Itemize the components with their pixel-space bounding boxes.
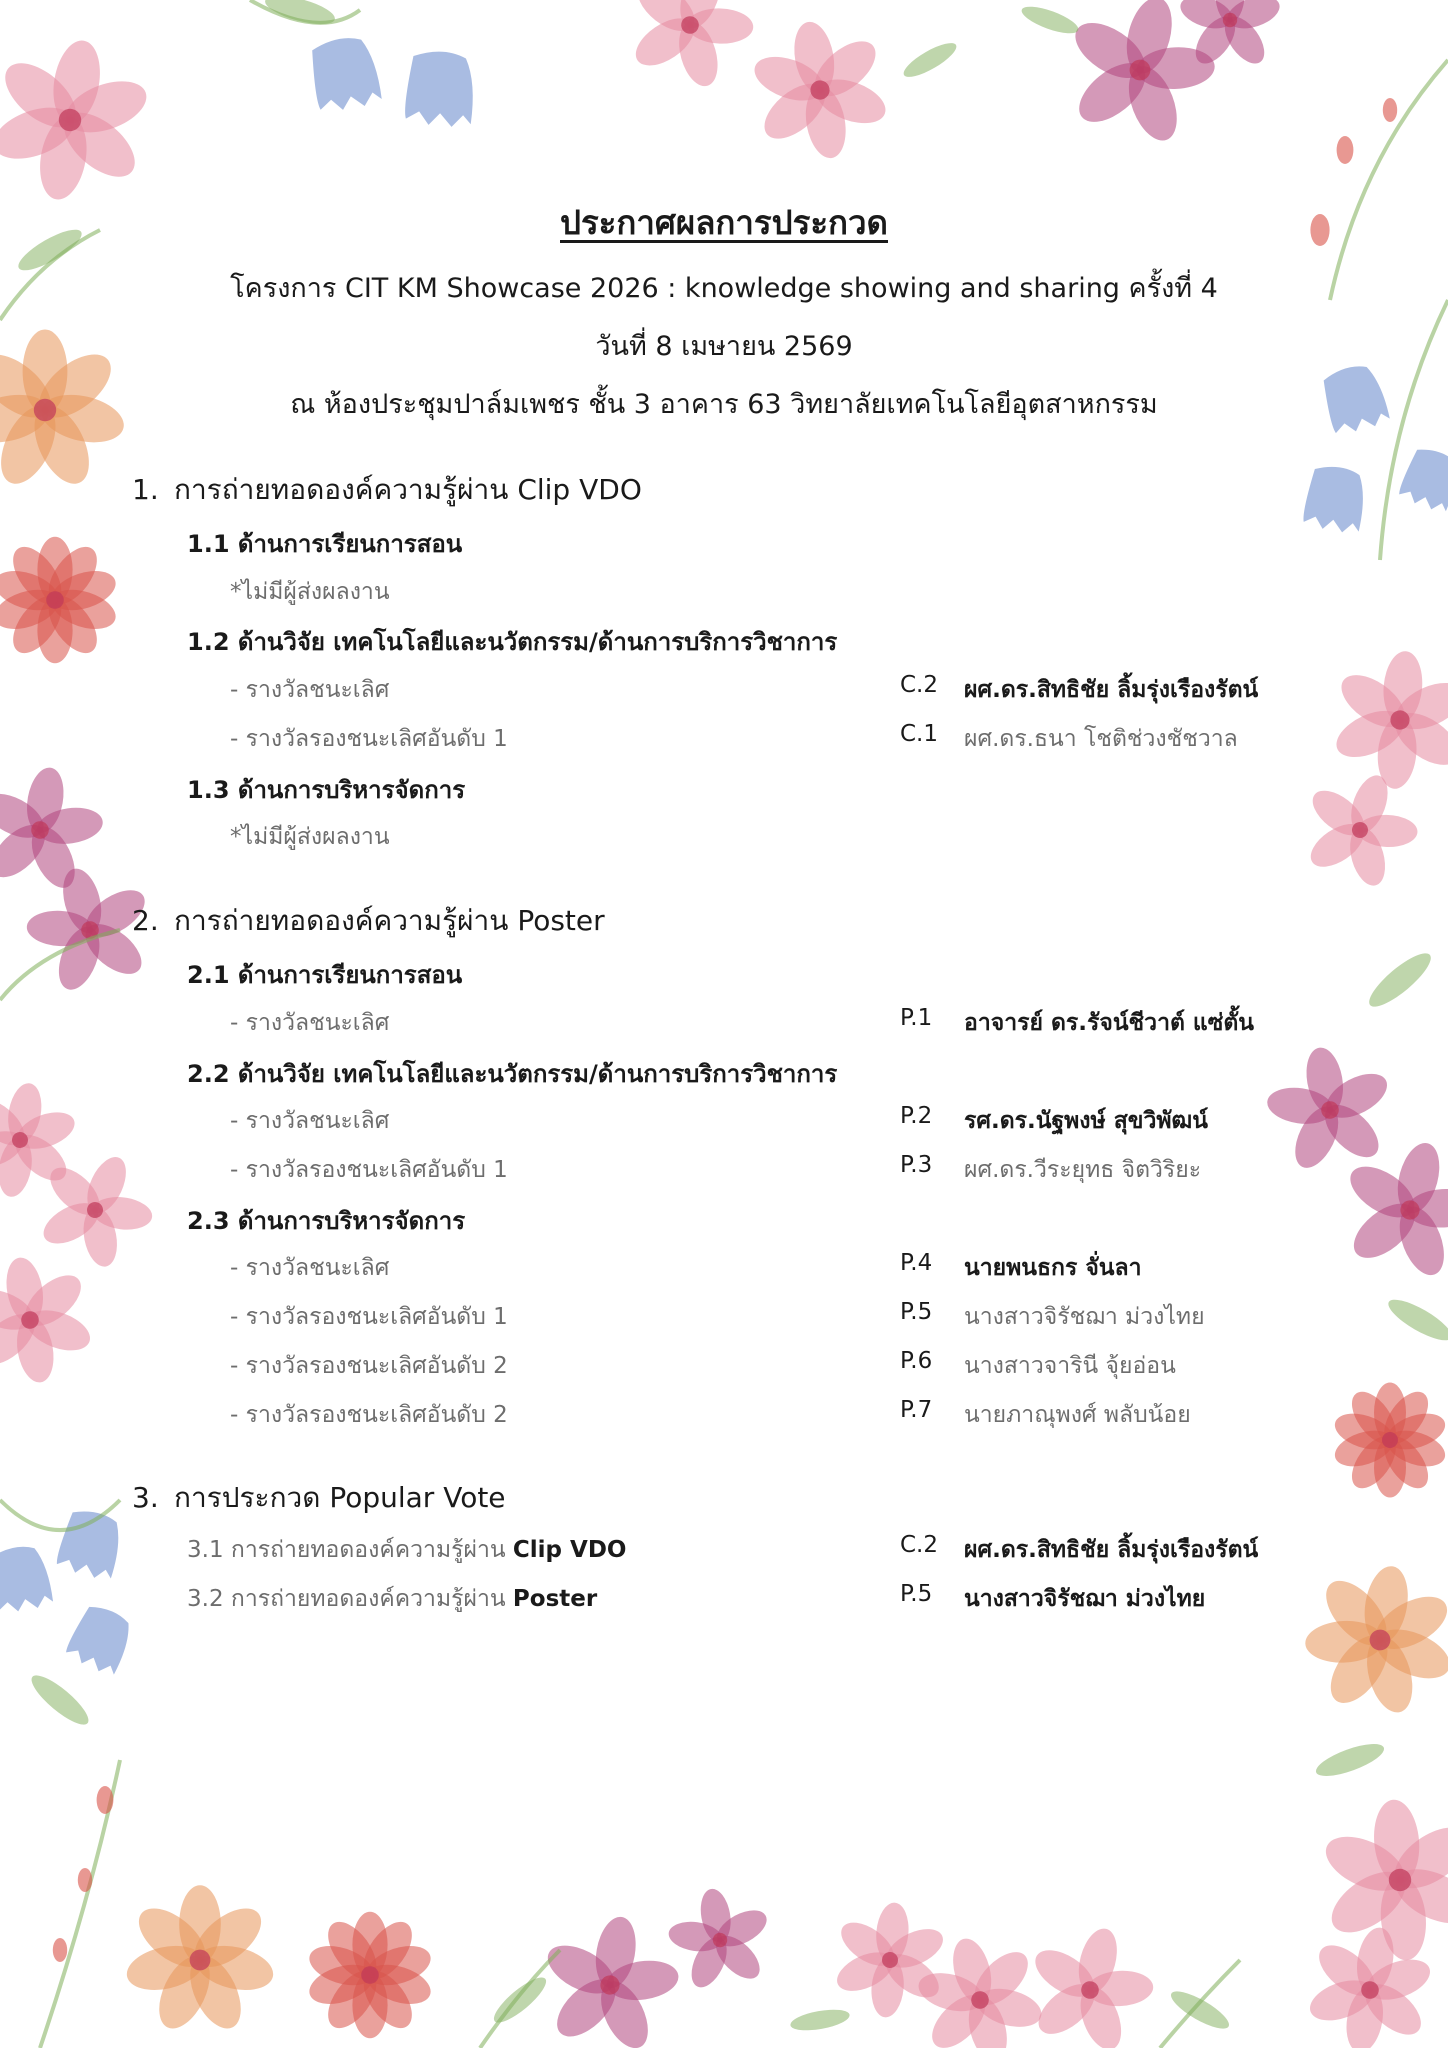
winner-name: ผศ.ดร.วีระยุทธ จิตวิริยะ <box>964 1157 1202 1183</box>
entry-code: P.5 <box>900 1299 933 1325</box>
winner-name: นางสาวจารินี จุ้ยอ่อน <box>964 1353 1176 1379</box>
entry-code: P.2 <box>900 1103 933 1129</box>
date-line: วันที่ 8 เมษายน 2569 <box>595 331 853 362</box>
award-label: - รางวัลรองชนะเลิศอันดับ 1 <box>230 726 508 752</box>
award-label: - รางวัลชนะเลิศ <box>230 1108 390 1134</box>
winner-name: รศ.ดร.นัฐพงษ์ สุขวิพัฒน์ <box>964 1108 1209 1134</box>
subsection-heading: 2.2 ด้านวิจัย เทคโนโลยีและนวัตกรรม/ด้านการบริการวิชาการ <box>187 1060 838 1088</box>
no-entry-note: *ไม่มีผู้ส่งผลงาน <box>230 579 390 605</box>
entry-code: C.2 <box>900 1532 939 1558</box>
entry-code: P.1 <box>900 1005 933 1031</box>
award-label: - รางวัลรองชนะเลิศอันดับ 2 <box>230 1353 508 1379</box>
section-title: การประกวด Popular Vote <box>174 1481 506 1514</box>
entry-code: P.4 <box>900 1250 933 1276</box>
entry-code: C.1 <box>900 721 939 747</box>
award-label: - รางวัลชนะเลิศ <box>230 677 390 703</box>
project-line: โครงการ CIT KM Showcase 2026 : knowledge showing and sharing ครั้งที่ 4 <box>230 273 1218 304</box>
entry-code: P.5 <box>900 1581 933 1607</box>
award-label: - รางวัลรองชนะเลิศอันดับ 1 <box>230 1157 508 1183</box>
section-heading <box>132 468 642 512</box>
award-label: - รางวัลรองชนะเลิศอันดับ 2 <box>230 1402 508 1428</box>
section-title: การถ่ายทอดองค์ความรู้ผ่าน Poster <box>174 904 605 937</box>
award-label: - รางวัลรองชนะเลิศอันดับ 1 <box>230 1304 508 1330</box>
no-entry-note: *ไม่มีผู้ส่งผลงาน <box>230 824 390 850</box>
entry-code: C.2 <box>900 672 939 698</box>
popular-vote-category <box>187 1532 626 1568</box>
award-label: - รางวัลชนะเลิศ <box>230 1010 390 1036</box>
winner-name: ผศ.ดร.ธนา โชติช่วงชัชวาล <box>964 726 1238 752</box>
section-number: 2. <box>132 904 159 937</box>
section-number: 3. <box>132 1481 159 1514</box>
winner-name: นางสาวจิรัชฌา ม่วงไทย <box>964 1304 1205 1330</box>
vote-prefix: 3.2 การถ่ายทอดองค์ความรู้ผ่าน <box>187 1586 506 1612</box>
winner-name: นางสาวจิรัชฌา ม่วงไทย <box>964 1586 1206 1612</box>
winner-name: ผศ.ดร.สิทธิชัย ลิ้มรุ่งเรืองรัตน์ <box>964 1537 1259 1563</box>
subsection-heading: 1.3 ด้านการบริหารจัดการ <box>187 776 466 804</box>
subsection-heading: 1.2 ด้านวิจัย เทคโนโลยีและนวัตกรรม/ด้านการบริการวิชาการ <box>187 628 838 656</box>
section-number: 1. <box>132 473 159 506</box>
vote-prefix: 3.1 การถ่ายทอดองค์ความรู้ผ่าน <box>187 1537 506 1563</box>
entry-code: P.7 <box>900 1397 933 1423</box>
popular-vote-category <box>187 1581 597 1617</box>
section-title: การถ่ายทอดองค์ความรู้ผ่าน Clip VDO <box>174 473 642 506</box>
vote-media: Poster <box>512 1586 598 1612</box>
venue-line: ณ ห้องประชุมปาล์มเพชร ชั้น 3 อาคาร 63 วิทยาลัยเทคโนโลยีอุตสาหกรรม <box>290 389 1158 420</box>
section-heading <box>132 1476 506 1520</box>
entry-code: P.6 <box>900 1348 933 1374</box>
winner-name: ผศ.ดร.สิทธิชัย ลิ้มรุ่งเรืองรัตน์ <box>964 677 1259 703</box>
subsection-heading: 2.3 ด้านการบริหารจัดการ <box>187 1207 466 1235</box>
winner-name: นายภาณุพงศ์ พลับน้อย <box>964 1402 1191 1428</box>
subsection-heading: 2.1 ด้านการเรียนการสอน <box>187 961 463 989</box>
award-label: - รางวัลชนะเลิศ <box>230 1255 390 1281</box>
winner-name: อาจารย์ ดร.รัจน์ชีวาต์ แซ่ตั้น <box>964 1010 1255 1036</box>
winner-name: นายพนธกร จั่นลา <box>964 1255 1142 1281</box>
page-title: ประกาศผลการประกวด <box>560 203 888 242</box>
entry-code: P.3 <box>900 1152 933 1178</box>
subsection-heading: 1.1 ด้านการเรียนการสอน <box>187 530 463 558</box>
vote-media: Clip VDO <box>512 1537 627 1563</box>
section-heading <box>132 899 605 943</box>
